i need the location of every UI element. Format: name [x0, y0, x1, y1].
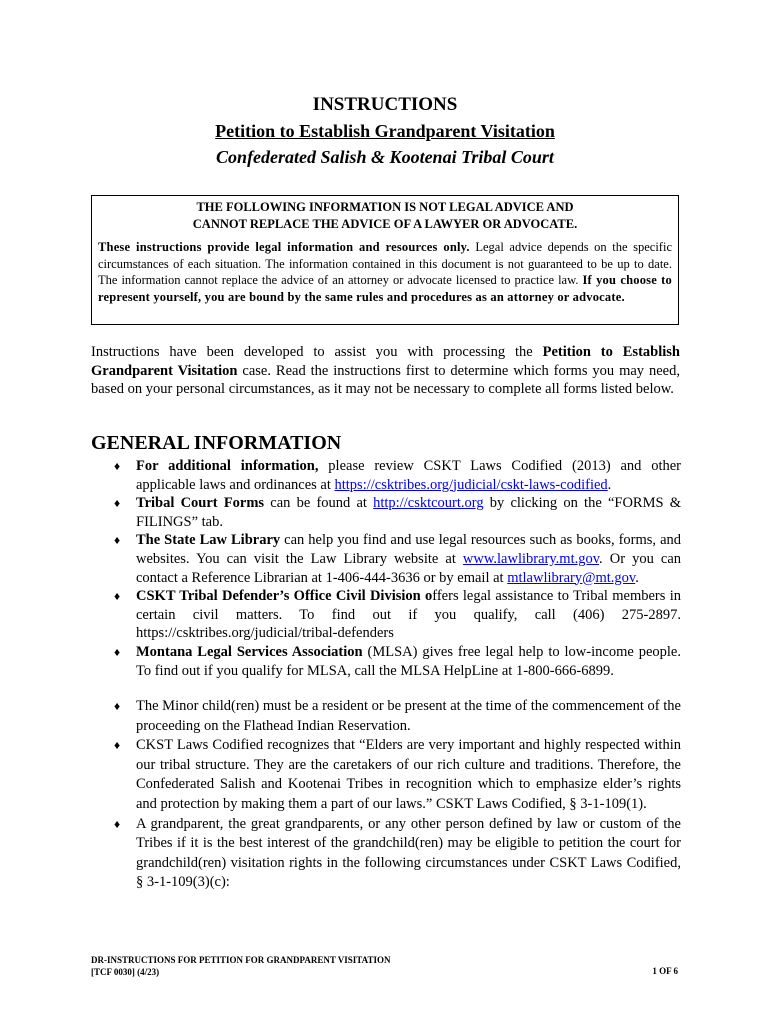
disclaimer-heading-line1: THE FOLLOWING INFORMATION IS NOT LEGAL ADVICE AND [196, 200, 574, 214]
item-bold: For additional information, [136, 458, 319, 474]
intro-paragraph [91, 343, 680, 399]
diamond-bullet-icon: ♦ [114, 589, 121, 604]
disclaimer-bold-tail: If you choose to represent yourself, you are bound by the same rules and procedures as an attorney or advocate. [98, 273, 672, 304]
section-heading-general: GENERAL INFORMATION [91, 432, 342, 454]
item-text: . [635, 569, 639, 586]
item-text: ffers legal assistance to Tribal members in certain civil matters. To find out if you qualify, call (406) 275-2897. https://csktribes.org/judicial/tribal-defenders [136, 588, 681, 642]
page-subtitle: Petition to Establish Grandparent Visitation [215, 121, 555, 141]
intro-text-2: case. Read the instructions first to determine which forms you may need, based on your personal circumstances, as it may not be necessary to complete all forms listed below. [91, 362, 680, 397]
item-text: (MLSA) gives free legal help to low-income people. To find out if you qualify for MLSA, call the MLSA HelpLine at 1-800-666-6899. [136, 643, 681, 679]
law-library-email-link[interactable]: mtlawlibrary@mt.gov [507, 569, 636, 586]
tribal-court-link[interactable]: http://csktcourt.org [373, 495, 484, 512]
list-item [0, 531, 681, 587]
court-name: Confederated Salish & Kootenai Tribal Court [216, 147, 554, 167]
page-number: 1 OF 6 [652, 966, 678, 976]
eligibility-list [0, 697, 770, 893]
item-text: . Or you can contact a Reference Librarian at 1-406-444-3636 or by email at [136, 550, 682, 586]
item-text: . [607, 476, 612, 493]
diamond-bullet-icon: ♦ [114, 699, 121, 713]
list-item [0, 587, 681, 643]
list-item [0, 494, 681, 531]
footer-form-title: DR-INSTRUCTIONS FOR PETITION FOR GRANDPARENT VISITATION [91, 955, 391, 965]
cskt-laws-link[interactable]: https://csktribes.org/judicial/cskt-laws-codified [334, 476, 608, 493]
diamond-bullet-icon: ♦ [114, 644, 121, 659]
list-item [0, 736, 681, 814]
item-text: by clicking on the “FORMS & FILINGS” tab. [136, 495, 681, 530]
item-text: A grandparent, the great grandparents, or any other person defined by law or custom of the Tribes if it is the best interest of the grandchild(ren) may be eligible to petition the court for grandchild(ren) visitation rights in the following circumstances under CSKT Laws Codified, § 3-1-109(3)(c): [136, 815, 681, 891]
item-bold: The State Law Library [136, 532, 281, 549]
item-bold: CSKT Tribal Defender’s Office Civil Division o [136, 588, 433, 605]
law-library-link[interactable]: www.lawlibrary.mt.gov [462, 550, 600, 567]
disclaimer-box [91, 195, 679, 325]
disclaimer-text: Legal advice depends on the specific circumstances of each situation. The information contained in this document is not guaranteed to be up to date. The information cannot replace the advice of an attorney or advocate licensed to practice law. [98, 240, 672, 287]
item-text: The Minor child(ren) must be a resident or be present at the time of the commencement of the proceeding on the Flathead Indian Reservation. [136, 698, 681, 734]
item-text: can help you find and use legal resources such as books, forms, and websites. You can visit the Law Library website at [136, 532, 682, 567]
disclaimer-body [98, 239, 672, 305]
footer-form-code: [TCF 0030] (4/23) [91, 967, 160, 977]
diamond-bullet-icon: ♦ [114, 459, 121, 473]
disclaimer-heading [98, 199, 672, 233]
item-bold: Tribal Court Forms [136, 495, 265, 512]
intro-text-1: Instructions have been developed to assist you with processing the [91, 344, 543, 360]
footer-form-info [91, 954, 390, 978]
diamond-bullet-icon: ♦ [114, 496, 121, 511]
item-text: can be found at [264, 495, 374, 512]
item-bold: Montana Legal Services Association [136, 643, 363, 660]
diamond-bullet-icon: ♦ [114, 738, 121, 753]
list-item [0, 643, 681, 680]
intro-bold: Petition to Establish Grandparent Visitation [91, 344, 680, 379]
list-item [0, 697, 681, 736]
disclaimer-heading-line2: CANNOT REPLACE THE ADVICE OF A LAWYER OR ADVOCATE. [192, 217, 578, 231]
list-item [0, 457, 681, 494]
item-text: CKST Laws Codified recognizes that “Elders are very important and highly respected within our tribal structure. They are the caretakers of our rich culture and traditions. Therefore, the Confederated Salish and Kootenai Tribes in recognition which to emphasize elder’s rights and protection by making them a part of our laws.” CSKT Laws Codified, § 3-1-109(1). [136, 737, 681, 812]
page-title: INSTRUCTIONS [312, 94, 458, 115]
diamond-bullet-icon: ♦ [114, 816, 121, 831]
item-text: please review CSKT Laws Codified (2013) and other applicable laws and ordinances at [136, 458, 681, 493]
list-item [0, 815, 681, 893]
general-info-list [0, 457, 770, 680]
diamond-bullet-icon: ♦ [114, 533, 121, 548]
disclaimer-bold-lead: These instructions provide legal information and resources only. [98, 240, 470, 254]
